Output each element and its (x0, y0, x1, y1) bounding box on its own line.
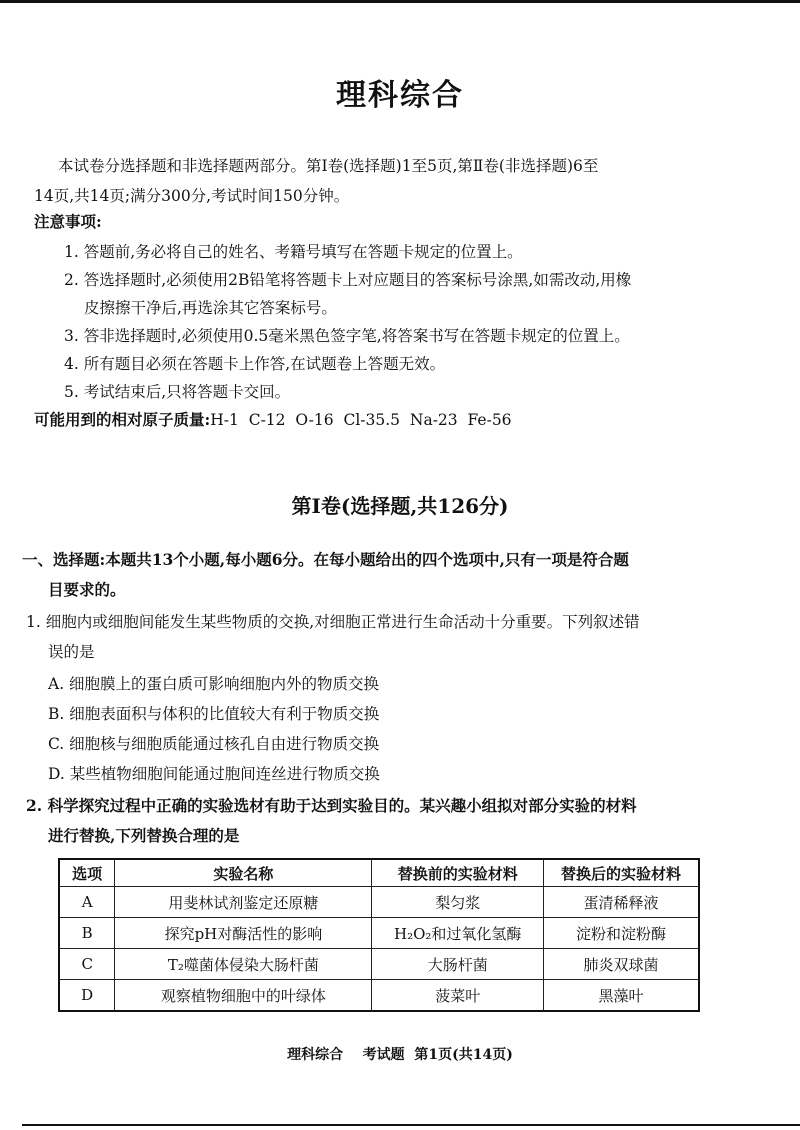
table-cell: 蛋清稀释液 (543, 887, 699, 918)
instructions-line-1: 一、选择题:本题共13个小题,每小题6分。在每小题给出的四个选项中,只有一项是符合题 (22, 550, 629, 569)
table-cell: 梨匀浆 (372, 887, 544, 918)
q1-option-d: D. 某些植物细胞间能通过胞间连丝进行物质交换 (48, 765, 380, 783)
q1-option-a: A. 细胞膜上的蛋白质可影响细胞内外的物质交换 (48, 675, 380, 693)
q2-stem-line-2: 进行替换,下列替换合理的是 (48, 826, 240, 845)
table-header-cell: 实验名称 (115, 859, 372, 887)
table-cell: A (59, 887, 115, 918)
table-cell: 大肠杆菌 (372, 949, 544, 980)
atomic-masses (34, 410, 512, 430)
page-title: 理科综合 (336, 78, 464, 113)
table-cell: 黑藻叶 (543, 980, 699, 1012)
note-item: 2. 答选择题时,必须使用2B铅笔将答题卡上对应题目的答案标号涂黑,如需改动,用橡 (64, 271, 632, 289)
table-cell: 探究pH对酶活性的影响 (115, 918, 372, 949)
table-header-row (59, 859, 699, 887)
table-header-cell: 选项 (59, 859, 115, 887)
table-cell: 肺炎双球菌 (543, 949, 699, 980)
notes-heading: 注意事项: (34, 212, 102, 231)
table-cell: H₂O₂和过氧化氢酶 (372, 918, 544, 949)
table-cell: B (59, 918, 115, 949)
table-row (59, 949, 699, 980)
table-cell: 用斐林试剂鉴定还原糖 (115, 887, 372, 918)
q2-options-table (58, 858, 700, 1012)
q2-stem-line-1: 2. 科学探究过程中正确的实验选材有助于达到实验目的。某兴趣小组拟对部分实验的材料 (26, 796, 637, 815)
table-cell: C (59, 949, 115, 980)
table-row (59, 980, 699, 1012)
page-footer: 理科综合 考试题 第1页(共14页) (287, 1047, 513, 1063)
table-row (59, 887, 699, 918)
table-header-cell: 替换后的实验材料 (543, 859, 699, 887)
intro-line-1: 本试卷分选择题和非选择题两部分。第Ⅰ卷(选择题)1至5页,第Ⅱ卷(非选择题)6至 (58, 157, 599, 175)
table-cell: 淀粉和淀粉酶 (543, 918, 699, 949)
table-header-cell: 替换前的实验材料 (372, 859, 544, 887)
top-rule (0, 0, 800, 3)
q1-stem-line-2: 误的是 (48, 643, 95, 661)
intro-line-2: 14页,共14页;满分300分,考试时间150分钟。 (34, 187, 350, 205)
bottom-rule (22, 1124, 800, 1126)
instructions-line-2: 目要求的。 (48, 580, 126, 599)
table-row (59, 918, 699, 949)
atomic-masses-values: H-1 C-12 O-16 Cl-35.5 Na-23 Fe-56 (210, 411, 512, 429)
note-item: 3. 答非选择题时,必须使用0.5毫米黑色签字笔,将答案书写在答题卡规定的位置上。 (64, 327, 630, 345)
q1-stem-line-1: 1. 细胞内或细胞间能发生某些物质的交换,对细胞正常进行生命活动十分重要。下列叙述错 (26, 613, 640, 631)
note-item-continuation: 皮擦擦干净后,再选涂其它答案标号。 (84, 299, 337, 317)
section-title: 第Ⅰ卷(选择题,共126分) (291, 494, 509, 518)
q1-option-c: C. 细胞核与细胞质能通过核孔自由进行物质交换 (48, 735, 380, 753)
table-cell: 观察植物细胞中的叶绿体 (115, 980, 372, 1012)
table-cell: D (59, 980, 115, 1012)
note-item: 4. 所有题目必须在答题卡上作答,在试题卷上答题无效。 (64, 355, 446, 373)
table-cell: T₂噬菌体侵染大肠杆菌 (115, 949, 372, 980)
atomic-masses-label: 可能用到的相对原子质量: (34, 410, 211, 429)
table-cell: 菠菜叶 (372, 980, 544, 1012)
q1-option-b: B. 细胞表面积与体积的比值较大有利于物质交换 (48, 705, 380, 723)
note-item: 5. 考试结束后,只将答题卡交回。 (64, 383, 291, 401)
note-item: 1. 答题前,务必将自己的姓名、考籍号填写在答题卡规定的位置上。 (64, 243, 523, 261)
